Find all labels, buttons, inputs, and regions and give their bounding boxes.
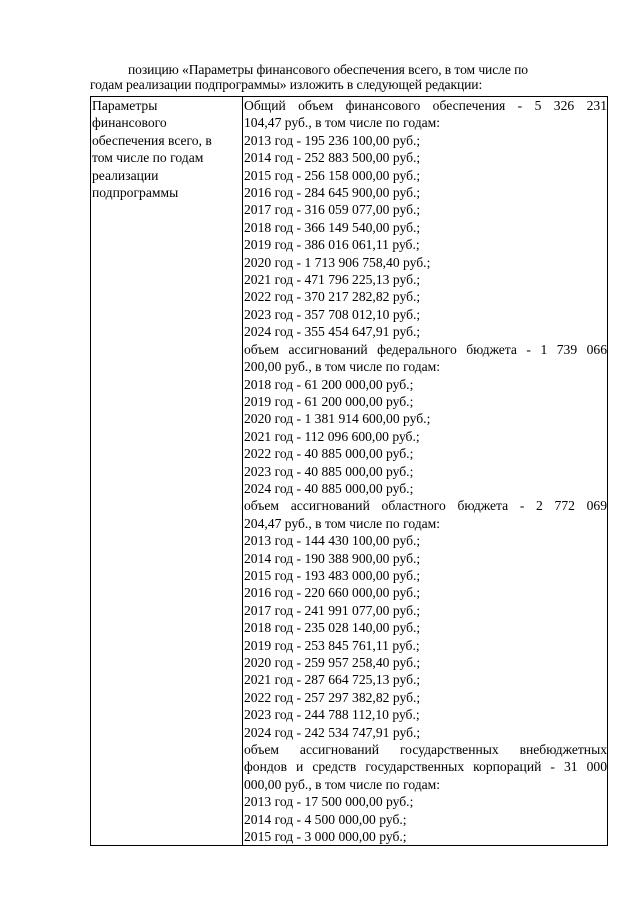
- param-value-line: 2022 год - 370 217 282,82 руб.;: [244, 289, 421, 305]
- table-row: [91, 97, 608, 846]
- param-value-line: объем ассигнований областного бюджета - 2 772 069: [244, 498, 607, 514]
- param-value-line: 2021 год - 112 096 600,00 руб.;: [244, 428, 420, 444]
- param-value-line: 2013 год - 144 430 100,00 руб.;: [244, 533, 421, 549]
- param-name-line: подпрограммы: [92, 185, 179, 201]
- intro-line-2: годам реализации подпрограммы» изложить в следующей редакции:: [90, 77, 483, 92]
- param-value-line: 2021 год - 471 796 225,13 руб.;: [244, 272, 421, 288]
- param-name-line: финансового: [92, 115, 167, 131]
- intro-paragraph: [90, 62, 612, 92]
- param-name-cell: [91, 97, 243, 846]
- intro-line-1: позицию «Параметры финансового обеспечения всего, в том числе по: [128, 62, 528, 77]
- param-value-line: 2022 год - 257 297 382,82 руб.;: [244, 689, 421, 705]
- param-value-line: фондов и средств государственных корпораций - 31 000: [244, 759, 607, 775]
- param-value-line: 200,00 руб., в том числе по годам:: [244, 359, 441, 375]
- param-value-line: 104,47 руб., в том числе по годам:: [244, 115, 441, 131]
- param-value-line: объем ассигнований федерального бюджета - 1 739 066: [244, 341, 607, 357]
- param-value-line: 2024 год - 242 534 747,91 руб.;: [244, 724, 421, 740]
- param-value-line: 2018 год - 366 149 540,00 руб.;: [244, 219, 421, 235]
- param-value-line: 2019 год - 253 845 761,11 руб.;: [244, 637, 420, 653]
- param-value-line: 2023 год - 40 885 000,00 руб.;: [244, 463, 414, 479]
- param-value-line: 2019 год - 61 200 000,00 руб.;: [244, 393, 414, 409]
- param-value-line: 2015 год - 3 000 000,00 руб.;: [244, 829, 407, 845]
- param-value-line: 2016 год - 220 660 000,00 руб.;: [244, 585, 421, 601]
- param-value-line: 2014 год - 190 388 900,00 руб.;: [244, 550, 421, 566]
- param-value-line: 2015 год - 256 158 000,00 руб.;: [244, 167, 421, 183]
- param-value-line: 2016 год - 284 645 900,00 руб.;: [244, 185, 421, 201]
- param-value-line: 204,47 руб., в том числе по годам:: [244, 515, 441, 531]
- param-name-line: реализации: [92, 167, 159, 183]
- params-table: [90, 96, 608, 846]
- param-value-line: 2014 год - 252 883 500,00 руб.;: [244, 150, 421, 166]
- param-value-line: 2020 год - 259 957 258,40 руб.;: [244, 655, 421, 670]
- param-value-line: 2013 год - 195 236 100,00 руб.;: [244, 132, 421, 148]
- param-value-line: 2014 год - 4 500 000,00 руб.;: [244, 811, 407, 827]
- param-name-line: том числе по годам: [92, 150, 204, 166]
- param-value-line: 2024 год - 355 454 647,91 руб.;: [244, 324, 421, 340]
- param-value-line: 2023 год - 357 708 012,10 руб.;: [244, 306, 421, 322]
- param-name-line: обеспечения всего, в: [92, 132, 212, 148]
- param-value-line: 2023 год - 244 788 112,10 руб.;: [244, 707, 420, 723]
- param-value-line: 2021 год - 287 664 725,13 руб.;: [244, 672, 421, 688]
- param-value-line: 2024 год - 40 885 000,00 руб.;: [244, 480, 414, 496]
- param-value-line: 2015 год - 193 483 000,00 руб.;: [244, 567, 421, 583]
- param-value-line: 2017 год - 241 991 077,00 руб.;: [244, 602, 421, 618]
- param-value-line: Общий объем финансового обеспечения - 5 326 231: [244, 98, 607, 113]
- param-value-cell: [243, 97, 608, 846]
- param-value-line: объем ассигнований государственных внебюджетных: [244, 742, 607, 758]
- param-name-line: Параметры: [92, 98, 158, 113]
- param-value-line: 2017 год - 316 059 077,00 руб.;: [244, 202, 421, 218]
- param-value-line: 2018 год - 61 200 000,00 руб.;: [244, 376, 414, 392]
- param-value-line: 000,00 руб., в том числе по годам:: [244, 776, 441, 792]
- param-value-line: 2018 год - 235 028 140,00 руб.;: [244, 620, 421, 636]
- param-value-line: 2020 год - 1 381 914 600,00 руб.;: [244, 411, 431, 427]
- param-value-line: 2013 год - 17 500 000,00 руб.;: [244, 794, 414, 810]
- param-value-line: 2019 год - 386 016 061,11 руб.;: [244, 237, 420, 253]
- param-value-line: 2020 год - 1 713 906 758,40 руб.;: [244, 254, 431, 270]
- param-value-line: 2022 год - 40 885 000,00 руб.;: [244, 446, 414, 462]
